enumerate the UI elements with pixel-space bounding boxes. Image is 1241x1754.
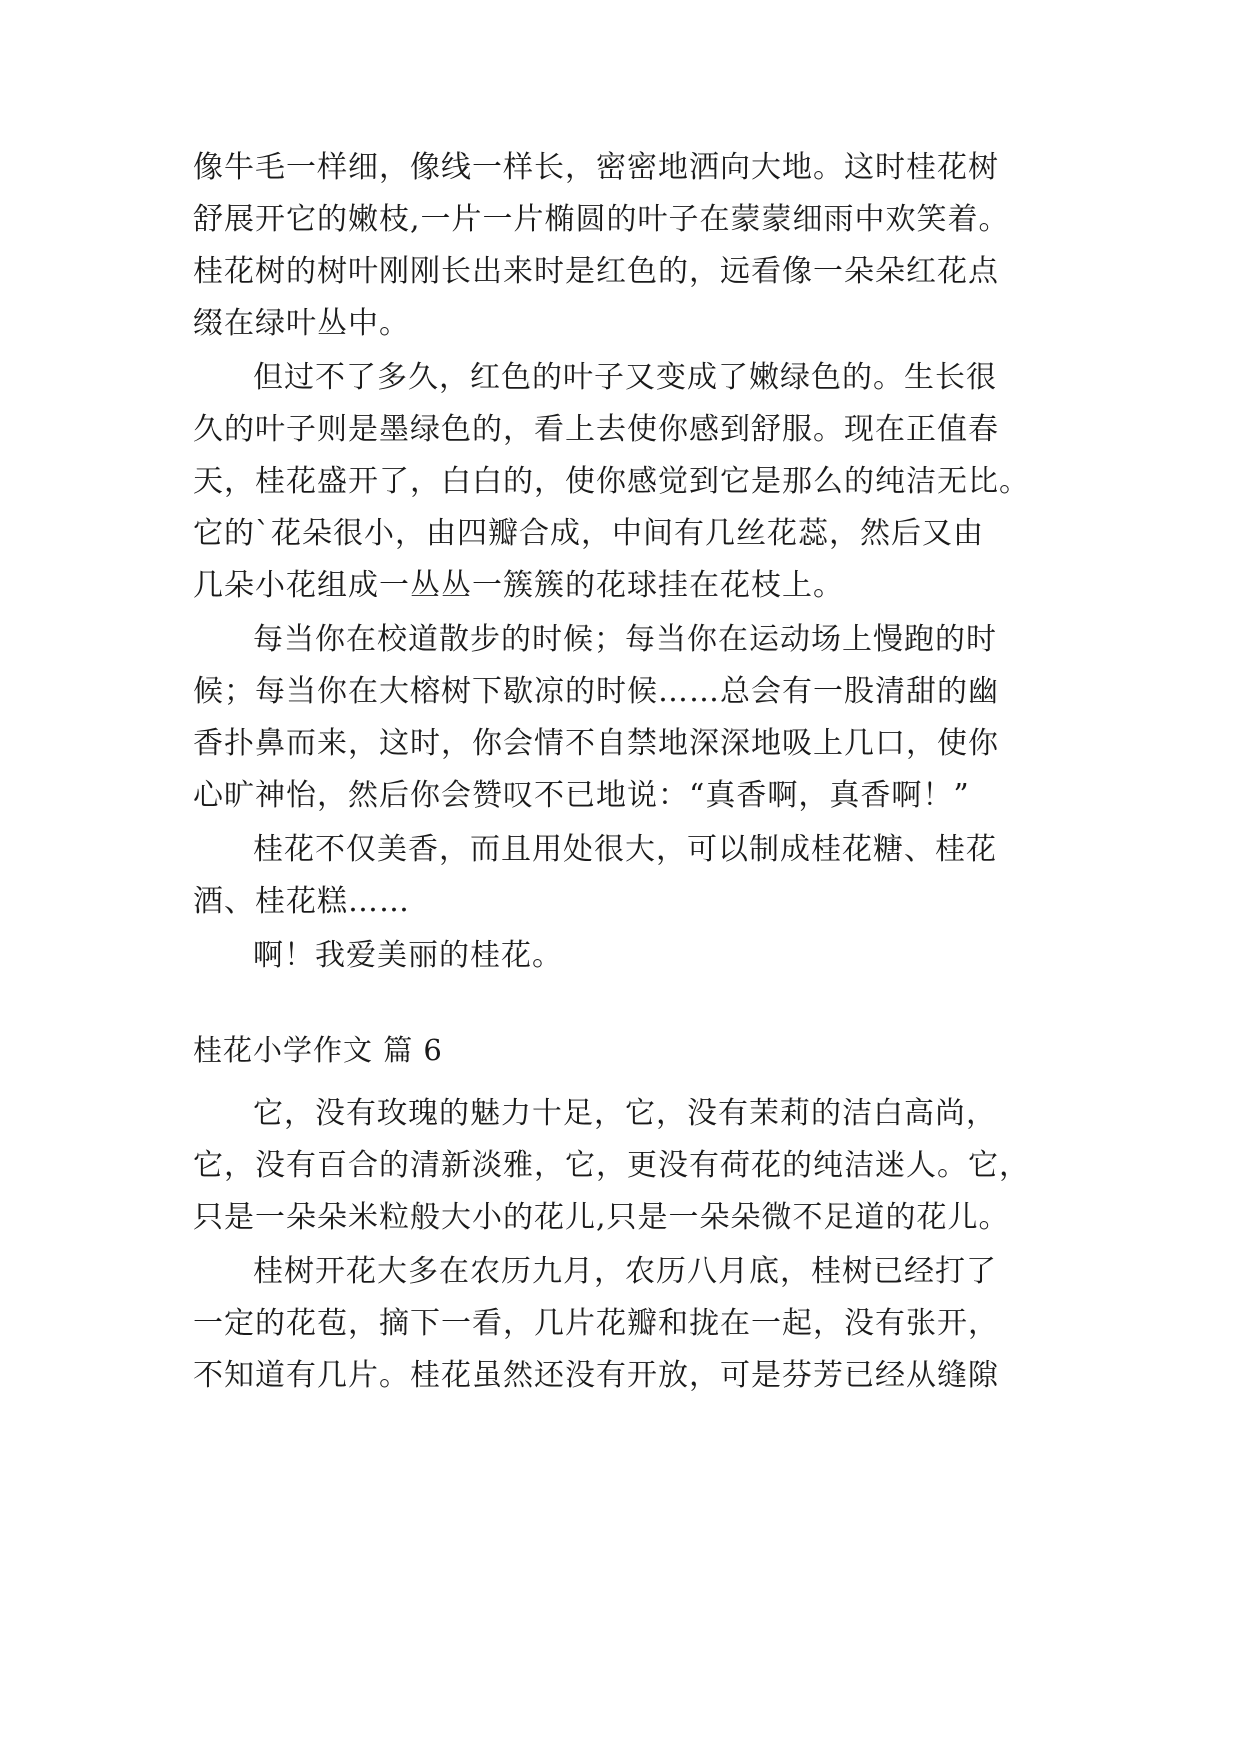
paragraph-line: 桂花不仅美香，而且用处很大，可以制成桂花糖、桂花	[253, 832, 997, 867]
paragraph-line: 舒展开它的嫩枝,一片一片椭圆的叶子在蒙蒙细雨中欢笑着。	[193, 202, 1010, 237]
paragraph-line: 它，没有玫瑰的魅力十足，它，没有茉莉的洁白高尚，	[253, 1096, 997, 1131]
section-heading: 桂花小学作文 篇 6	[193, 1033, 443, 1067]
paragraph-line: 每当你在校道散步的时候；每当你在运动场上慢跑的时	[253, 622, 997, 657]
paragraph-line: 天，桂花盛开了，白白的，使你感觉到它是那么的纯洁无比。	[193, 464, 1030, 499]
paragraph-line: 但过不了多久，红色的叶子又变成了嫩绿色的。生长很	[253, 360, 997, 395]
paragraph-line: 桂花树的树叶刚刚长出来时是红色的，远看像一朵朵红花点	[193, 254, 999, 289]
paragraph-line: 桂树开花大多在农历九月，农历八月底，桂树已经打了	[253, 1254, 997, 1289]
paragraph-line: 几朵小花组成一丛丛一簇簇的花球挂在花枝上。	[193, 568, 844, 603]
paragraph-line: 香扑鼻而来，这时，你会情不自禁地深深地吸上几口，使你	[193, 726, 999, 761]
paragraph-line: 不知道有几片。桂花虽然还没有开放，可是芬芳已经从缝隙	[193, 1358, 999, 1393]
paragraph-line: 像牛毛一样细，像线一样长，密密地洒向大地。这时桂花树	[193, 150, 999, 185]
paragraph-line: 它的`花朵很小，由四瓣合成，中间有几丝花蕊，然后又由	[193, 516, 984, 551]
paragraph-line: 候；每当你在大榕树下歇凉的时候……总会有一股清甜的幽	[193, 674, 999, 709]
paragraph-line: 酒、桂花糕……	[193, 884, 410, 919]
paragraph-line: 缀在绿叶丛中。	[193, 306, 410, 341]
paragraph-line: 只是一朵朵米粒般大小的花儿,只是一朵朵微不足道的花儿。	[193, 1200, 1010, 1235]
paragraph-line: 啊！我爱美丽的桂花。	[253, 938, 563, 973]
paragraph-line: 一定的花苞，摘下一看，几片花瓣和拢在一起，没有张开，	[193, 1306, 999, 1341]
paragraph-line: 心旷神怡，然后你会赞叹不已地说：“真香啊，真香啊！”	[193, 778, 970, 813]
paragraph-line: 久的叶子则是墨绿色的，看上去使你感到舒服。现在正值春	[193, 412, 999, 447]
paragraph-line: 它，没有百合的清新淡雅，它，更没有荷花的纯洁迷人。它，	[193, 1148, 1030, 1183]
